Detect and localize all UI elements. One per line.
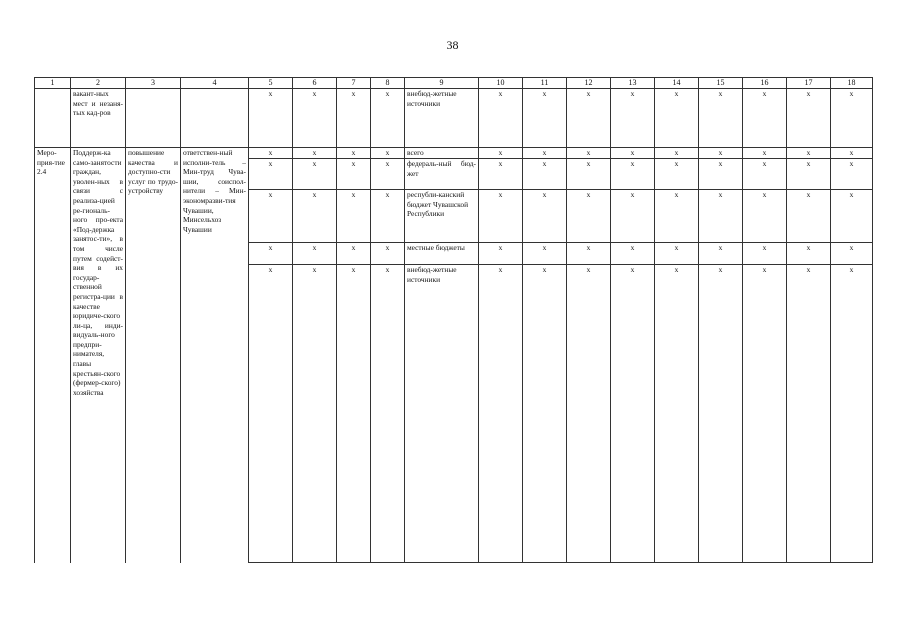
cell-source: местные бюджеты	[405, 243, 479, 265]
cell-x: x	[611, 89, 655, 148]
cell-x: x	[337, 159, 371, 190]
program-table	[34, 77, 873, 563]
cell-x: x	[699, 265, 743, 563]
cell-x: x	[743, 265, 787, 563]
table-row	[35, 89, 873, 148]
cell-x: x	[371, 148, 405, 159]
cell-x: x	[831, 159, 873, 190]
cell-x: x	[655, 148, 699, 159]
column-header: 15	[699, 78, 743, 89]
cell-source: республи-канский бюджет Чувашской Республики	[405, 190, 479, 243]
cell-x: x	[831, 265, 873, 563]
cell	[126, 89, 181, 148]
cell-x: x	[655, 265, 699, 563]
cell-x: x	[337, 89, 371, 148]
column-header: 12	[567, 78, 611, 89]
column-header: 1	[35, 78, 71, 89]
cell-x: x	[611, 159, 655, 190]
cell-x: x	[337, 243, 371, 265]
cell-x: x	[293, 190, 337, 243]
cell-x: x	[567, 243, 611, 265]
cell-x: x	[743, 190, 787, 243]
cell-measure-goal: повышение качества и доступно-сти услуг по трудо-устройству	[126, 148, 181, 563]
cell-measure-executor: ответствен-ный исполни-тель – Мин-труд Чува-шии, соиспол-нители – Мин-экономразви-тия Чувашии, Минсельхоз Чувашии	[181, 148, 249, 563]
column-header: 17	[787, 78, 831, 89]
cell-source: федераль-ный бюд-жет	[405, 159, 479, 190]
cell-x: x	[787, 89, 831, 148]
header-row	[35, 78, 873, 89]
column-header: 8	[371, 78, 405, 89]
cell-x: x	[371, 89, 405, 148]
cell	[35, 89, 71, 148]
cell-x: x	[249, 190, 293, 243]
cell-x: x	[293, 159, 337, 190]
cell-x: x	[479, 148, 523, 159]
cell-x: x	[611, 148, 655, 159]
cell-x: x	[699, 148, 743, 159]
cell-x: x	[743, 159, 787, 190]
cell-x: x	[337, 265, 371, 563]
cell-x: x	[831, 148, 873, 159]
cell-x: x	[567, 148, 611, 159]
cell-x: x	[523, 89, 567, 148]
cell-x: x	[371, 265, 405, 563]
cell-x: x	[249, 265, 293, 563]
cell-measure-name: Поддерж-ка само-занятости граждан, уволен-ных в связи с реализа-цией ре-гиональ-ного про-екта «Под-держка занятос-ти», в том числе путем содейст-вия в их государ-ственной регистра-ции в качестве юридиче-ского ли-ца, инди-видуаль-ного предпри-нимателя, главы крестьян-ского (фермер-ского) хозяйства	[71, 148, 126, 563]
cell-x: x	[293, 243, 337, 265]
cell-x: x	[337, 190, 371, 243]
column-header: 16	[743, 78, 787, 89]
column-header: 6	[293, 78, 337, 89]
cell-x: x	[479, 190, 523, 243]
cell-x: x	[371, 159, 405, 190]
column-header: 13	[611, 78, 655, 89]
page-number: 38	[446, 38, 459, 52]
cell-x: x	[293, 265, 337, 563]
cell-x: x	[831, 190, 873, 243]
cell-x: x	[293, 148, 337, 159]
cell-source: внебюд-жетные источники	[405, 265, 479, 563]
cell-x: x	[249, 243, 293, 265]
cell-x: x	[567, 159, 611, 190]
cell-x: x	[249, 89, 293, 148]
cell-x: x	[831, 243, 873, 265]
cell-x: x	[787, 159, 831, 190]
cell-x: x	[611, 190, 655, 243]
cell-x: x	[787, 265, 831, 563]
column-header: 10	[479, 78, 523, 89]
column-header: 7	[337, 78, 371, 89]
column-header: 11	[523, 78, 567, 89]
cell-x: x	[479, 243, 523, 265]
column-header: 2	[71, 78, 126, 89]
cell-x: x	[523, 190, 567, 243]
cell-x: x	[479, 265, 523, 563]
cell-x: x	[743, 148, 787, 159]
column-header: 4	[181, 78, 249, 89]
cell-x: x	[523, 159, 567, 190]
cell-x: x	[567, 89, 611, 148]
column-header: 5	[249, 78, 293, 89]
cell-source: всего	[405, 148, 479, 159]
cell-x: x	[787, 243, 831, 265]
cell-x: x	[831, 89, 873, 148]
column-header: 3	[126, 78, 181, 89]
cell-x: x	[611, 243, 655, 265]
cell-x: x	[567, 190, 611, 243]
cell-x: x	[655, 243, 699, 265]
cell-x: x	[787, 148, 831, 159]
cell-x: x	[293, 89, 337, 148]
table-row	[35, 148, 873, 159]
cell-x: x	[699, 159, 743, 190]
cell	[181, 89, 249, 148]
cell-x: x	[699, 243, 743, 265]
cell-x: x	[523, 265, 567, 563]
cell-x: x	[337, 148, 371, 159]
cell-x: x	[523, 243, 567, 265]
cell-x: x	[371, 243, 405, 265]
cell-source: внебюд-жетные источники	[405, 89, 479, 148]
cell-x: x	[479, 89, 523, 148]
column-header: 18	[831, 78, 873, 89]
cell-measure-name-cont: вакант-ных мест и незаня-тых кад-ров	[71, 89, 126, 148]
cell-x: x	[611, 265, 655, 563]
cell-x: x	[787, 190, 831, 243]
cell-x: x	[699, 190, 743, 243]
cell-x: x	[743, 89, 787, 148]
cell-x: x	[523, 148, 567, 159]
cell-x: x	[743, 243, 787, 265]
cell-x: x	[655, 89, 699, 148]
column-header: 9	[405, 78, 479, 89]
cell-x: x	[249, 148, 293, 159]
cell-x: x	[655, 159, 699, 190]
cell-x: x	[567, 265, 611, 563]
cell-x: x	[371, 190, 405, 243]
cell-measure-id: Меро-прия-тие 2.4	[35, 148, 71, 563]
cell-x: x	[699, 89, 743, 148]
cell-x: x	[479, 159, 523, 190]
cell-x: x	[249, 159, 293, 190]
column-header: 14	[655, 78, 699, 89]
cell-x: x	[655, 190, 699, 243]
